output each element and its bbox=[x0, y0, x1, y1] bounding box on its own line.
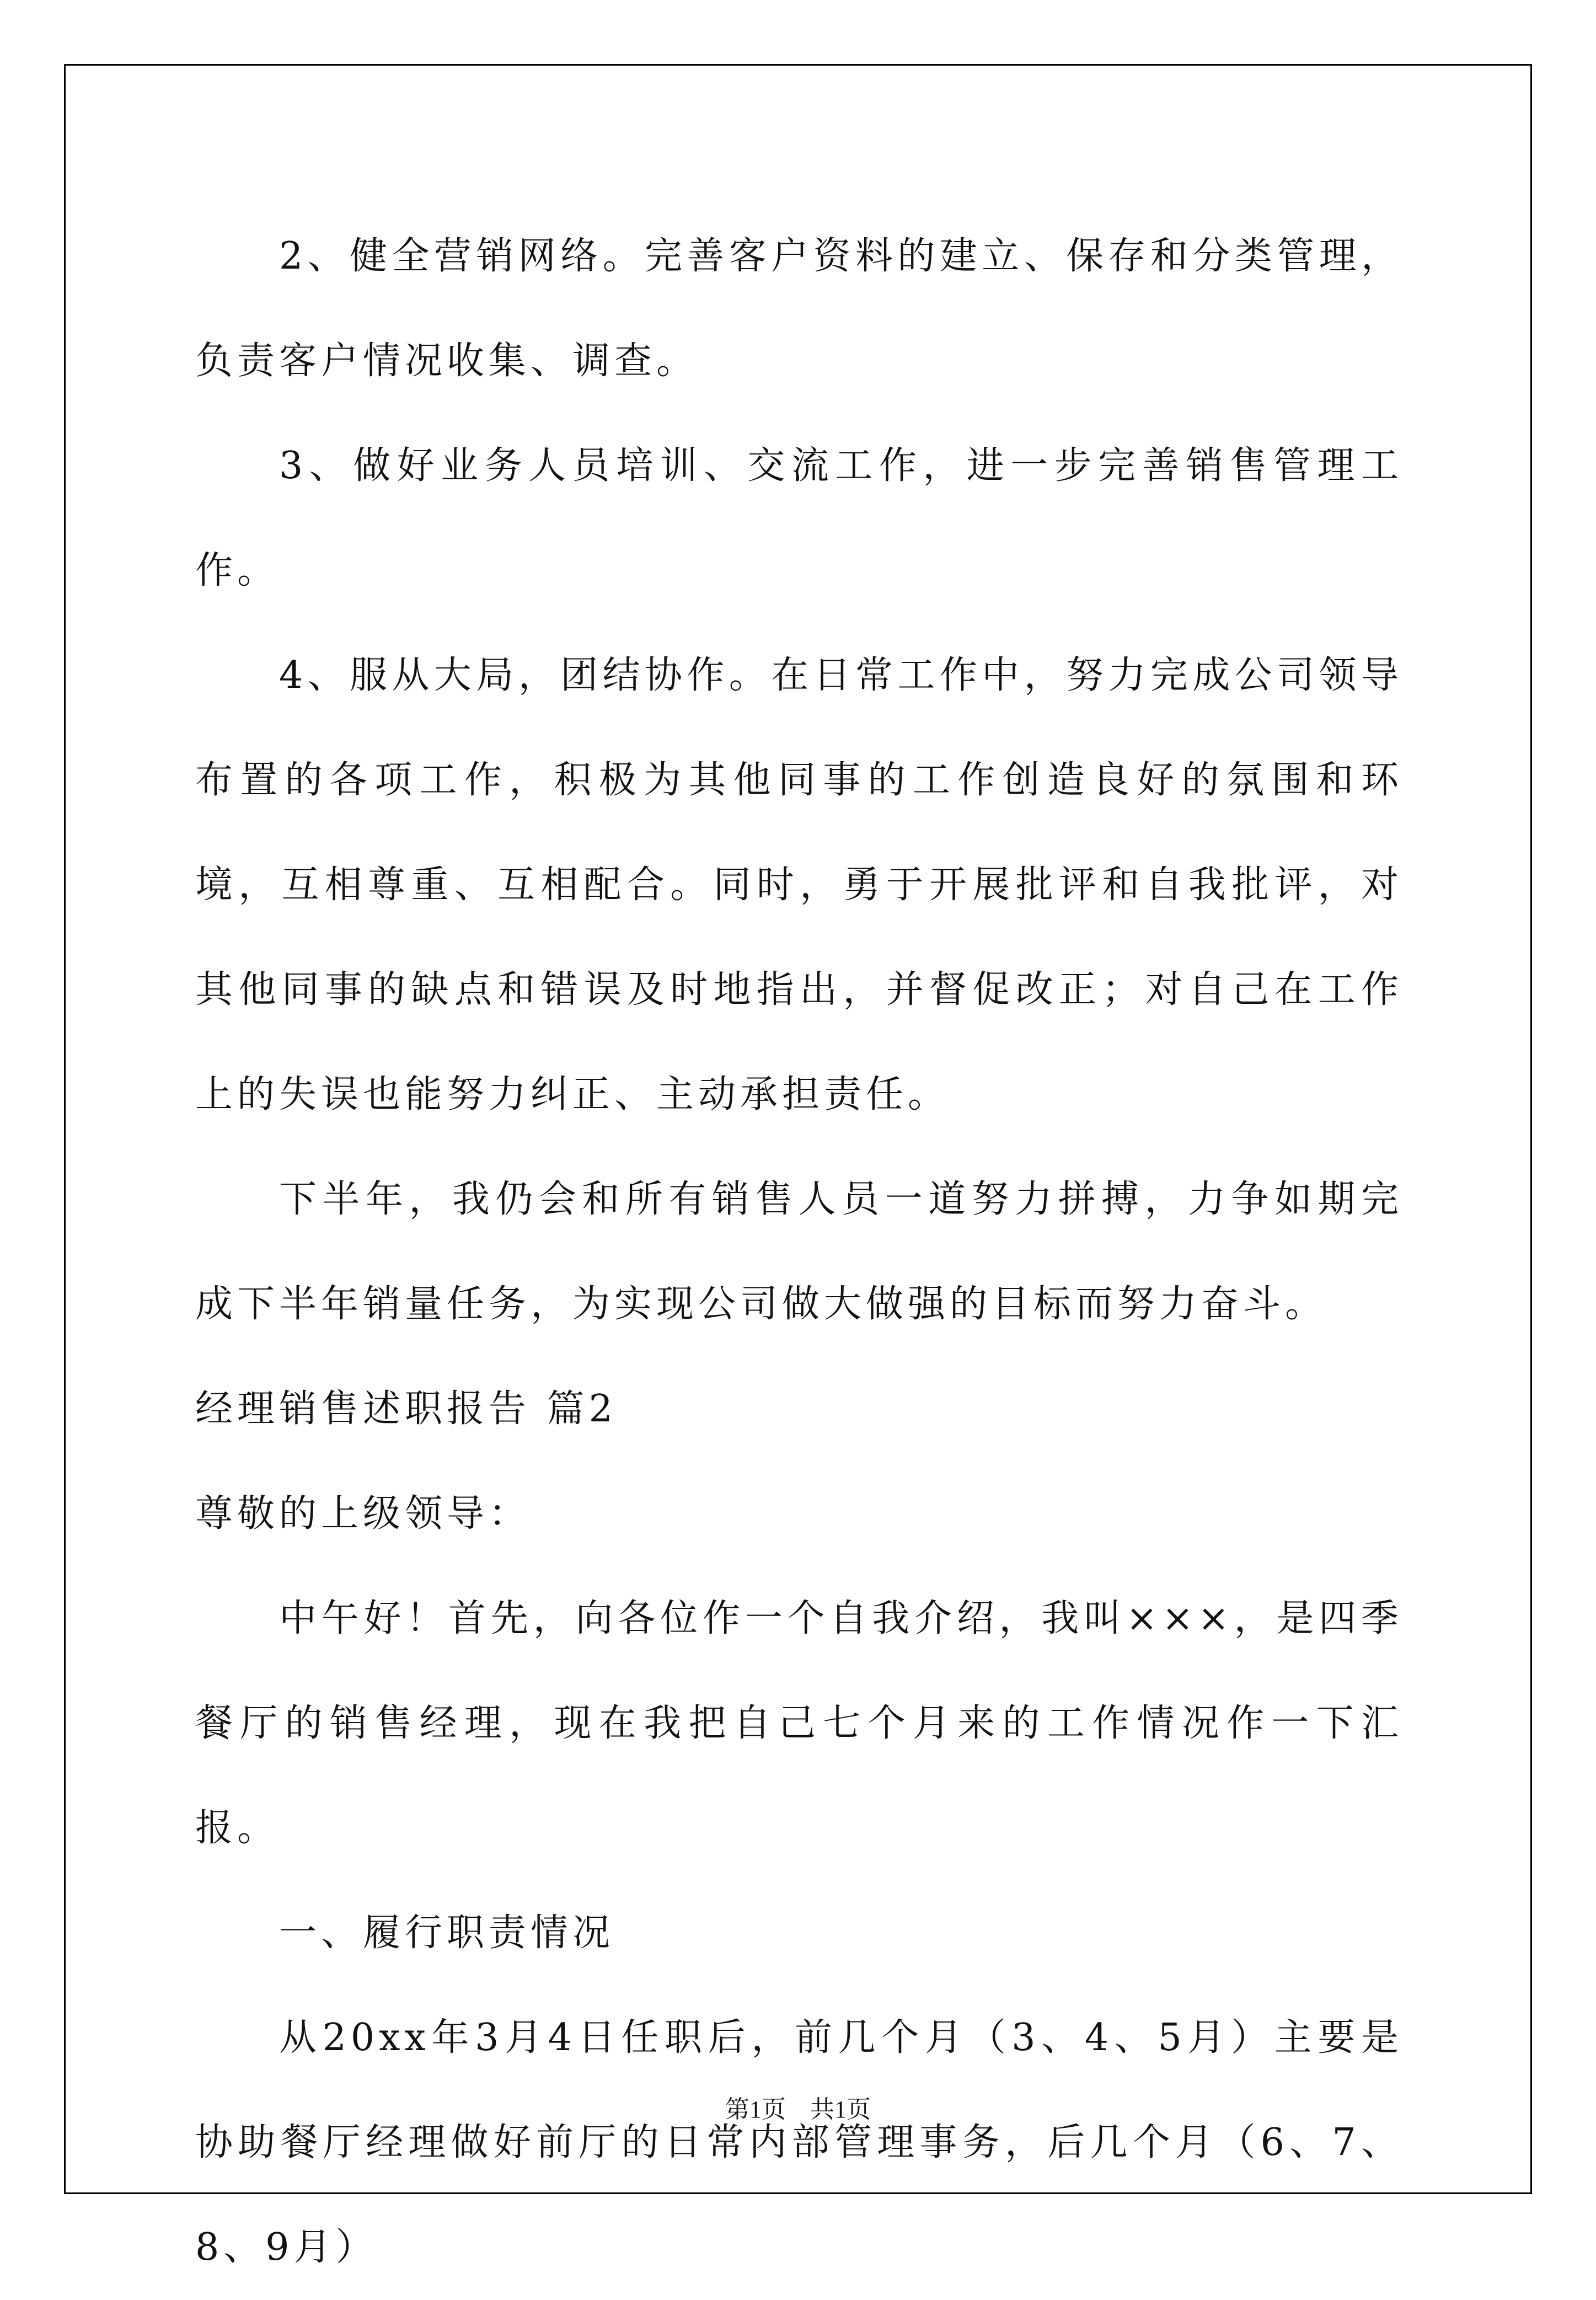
paragraph-second-half: 下半年，我仍会和所有销售人员一道努力拼搏，力争如期完成下半年销量任务，为实现公司做大做强的目标而努力奋斗。 bbox=[195, 1178, 1403, 1326]
paragraph-duties: 从20xx年3月4日任职后，前几个月（3、4、5月）主要是协助餐厅经理做好前厅的日常内部管理事务，后几个月（6、7、8、9月） bbox=[195, 2016, 1403, 2269]
section-heading: 经理销售述职报告 篇2 bbox=[195, 1387, 617, 1431]
paragraph-item-2: 2、健全营销网络。完善客户资料的建立、保存和分类管理，负责客户情况收集、调查。 bbox=[195, 234, 1403, 383]
paragraph-item-4: 4、服从大局，团结协作。在日常工作中，努力完成公司领导布置的各项工作，积极为其他同事的工作创造良好的氛围和环境，互相尊重、互相配合。同时，勇于开展批评和自我批评，对其他同事的缺点和错误及时地指出，并督促改正；对自己在工作上的失误也能努力纠正、主动承担责任。 bbox=[195, 654, 1403, 1116]
paragraph-intro: 中午好！首先，向各位作一个自我介绍，我叫×××，是四季餐厅的销售经理，现在我把自己七个月来的工作情况作一下汇报。 bbox=[195, 1597, 1403, 1850]
paragraph-item-3: 3、做好业务人员培训、交流工作，进一步完善销售管理工作。 bbox=[195, 444, 1403, 592]
subheading-duties: 一、履行职责情况 bbox=[279, 1911, 615, 1955]
page-footer: 第1页 共1页 bbox=[725, 2096, 871, 2123]
salutation: 尊敬的上级领导： bbox=[195, 1492, 531, 1536]
document-body bbox=[195, 204, 1403, 2300]
